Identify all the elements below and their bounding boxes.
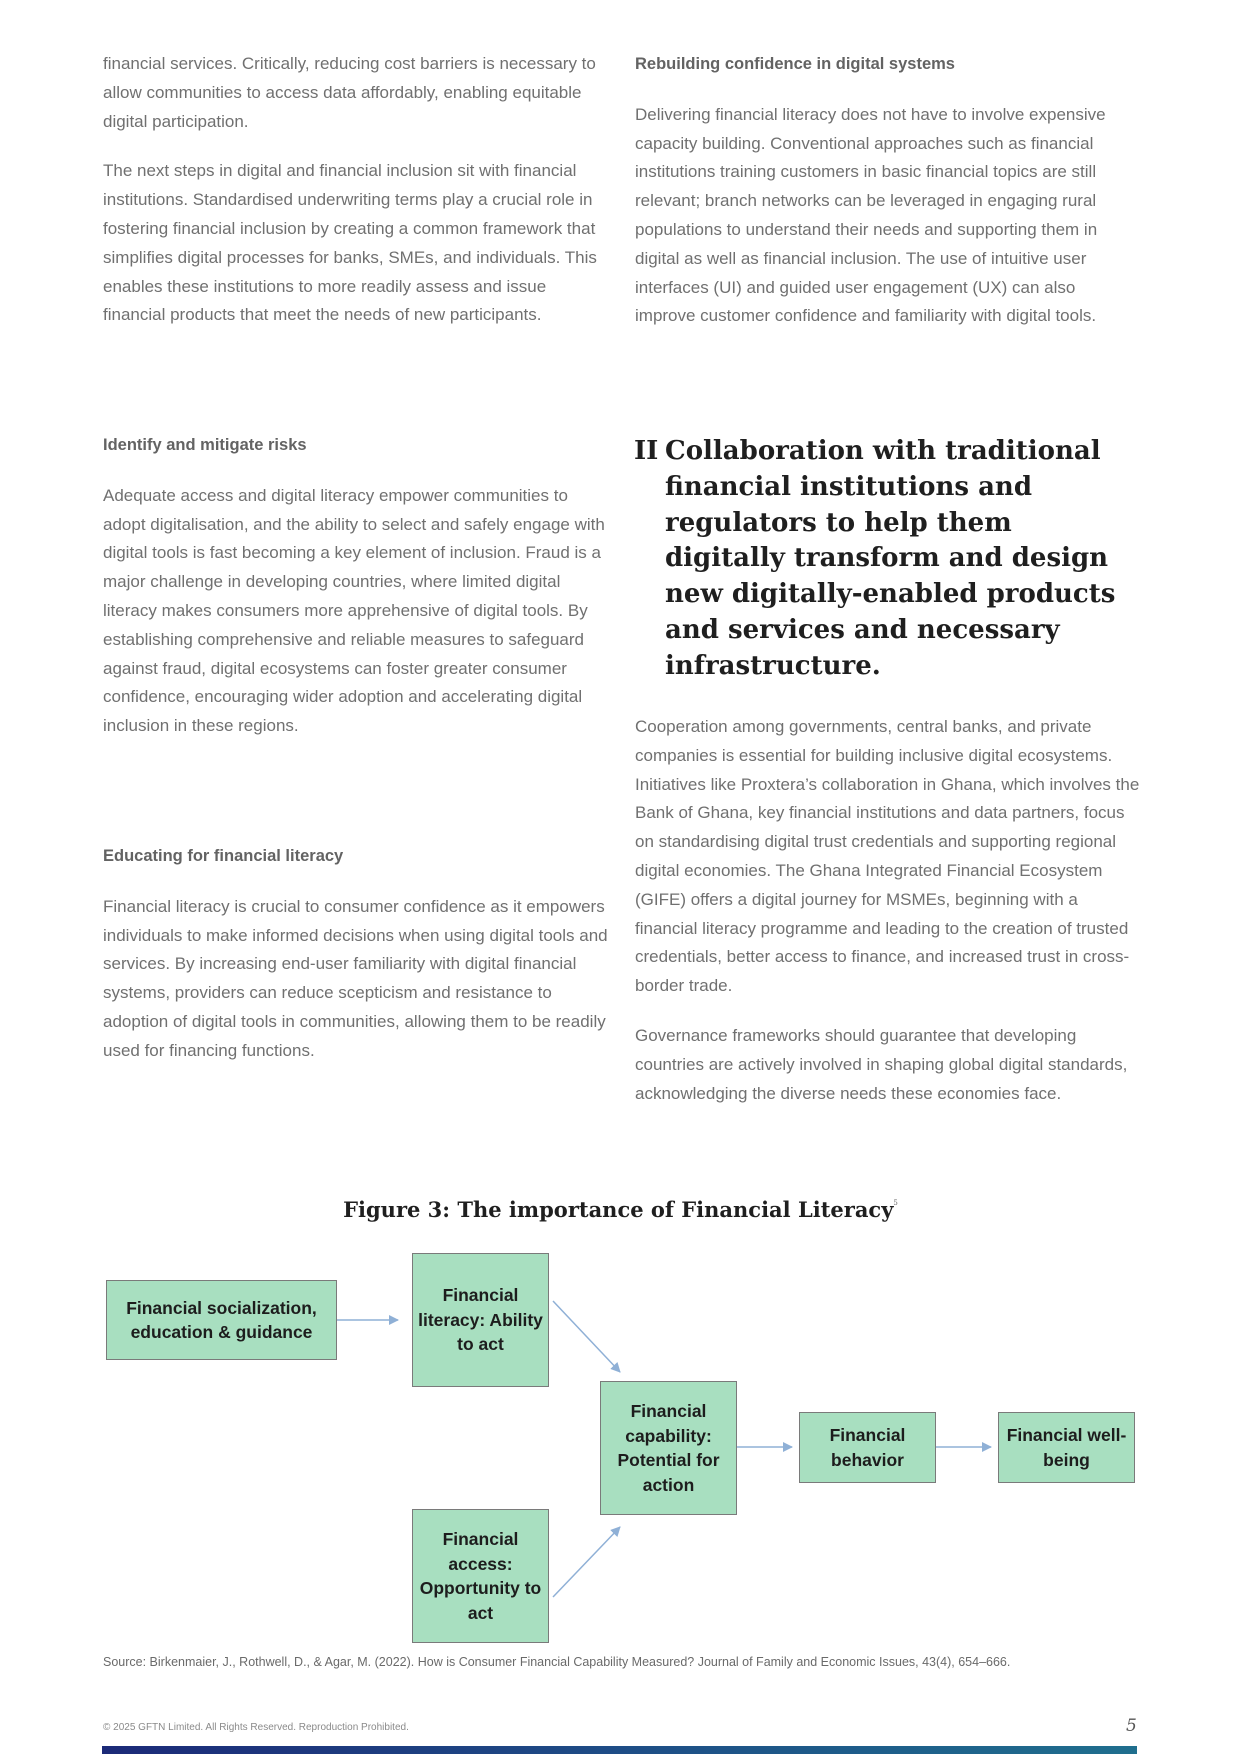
section-title: Collaboration with traditional financial institutions and regulators to help them digitally transform and design new digitally-enabled products and services and necessary infrastructure.: [665, 436, 1116, 681]
box-financial-capability: Financial capability: Potential for action: [600, 1381, 737, 1515]
confidence-heading: Rebuilding confidence in digital systems: [635, 55, 955, 73]
section-number: II: [634, 436, 659, 466]
figure-title-text: Figure 3: The importance of Financial Literacy: [343, 1197, 894, 1222]
figure-source: Source: Birkenmaier, J., Rothwell, D., & Agar, M. (2022). How is Consumer Financial Capability Measured? Journal of Family and Economic Issues, 43(4), 654–666.: [103, 1655, 1011, 1669]
box-financial-access: Financial access: Opportunity to act: [412, 1509, 549, 1643]
literacy-paragraph: Financial literacy is crucial to consumer confidence as it empowers individuals to make informed decisions when using digital tools and services. By increasing end-user familiarity with digital financial systems, providers can reduce scepticism and resistance to adoption of digital tools in communities, allowing them to be readily used for financing functions.: [103, 896, 608, 1060]
risks-paragraph: Adequate access and digital literacy empower communities to adopt digitalisation, and the ability to select and safely engage with digital tools is fast becoming a key element of inclusion. Fraud is a major challenge in developing countries, where limited digital literacy makes consumers more apprehensive of digital tools. By establishing comprehensive and reliable measures to safeguard against fraud, digital ecosystems can foster greater consumer confidence, encouraging wider adoption and accelerating digital inclusion in these regions.: [103, 485, 605, 736]
confidence-paragraph: Delivering financial literacy does not have to involve expensive capacity building. Conventional approaches such as financial institutions training customers in basic financial topics are still relevant; branch networks can be leveraged in engaging rural populations to understand their needs and supporting them in digital as well as financial inclusion. The use of intuitive user interfaces (UI) and guided user engagement (UX) can also improve customer confidence and familiarity with digital tools.: [635, 104, 1106, 326]
box-financial-literacy: Financial literacy: Ability to act: [412, 1253, 549, 1387]
risks-heading: Identify and mitigate risks: [103, 436, 307, 454]
next-steps-paragraph: The next steps in digital and financial inclusion sit with financial institutions. Standardised underwriting terms play a crucial role in fostering financial inclusion by creating a common framework that simplifies digital processes for banks, SMEs, and individuals. This enables these institutions to more readily assess and issue financial products that meet the needs of new participants.: [103, 161, 597, 325]
governance-paragraph: Governance frameworks should guarantee that developing countries are actively involved in shaping global digital standards, acknowledging the diverse needs these economies face.: [635, 1025, 1128, 1103]
intro-paragraph: financial services. Critically, reducing cost barriers is necessary to allow communities to access data affordably, enabling equitable digital participation.: [103, 54, 596, 131]
box-financial-behavior: Financial behavior: [799, 1412, 936, 1483]
copyright-notice: © 2025 GFTN Limited. All Rights Reserved. Reproduction Prohibited.: [103, 1722, 409, 1733]
box-financial-wellbeing: Financial well-being: [998, 1412, 1135, 1483]
literacy-heading: Educating for financial literacy: [103, 847, 344, 865]
cooperation-paragraph: Cooperation among governments, central banks, and private companies is essential for building inclusive digital ecosystems. Initiatives like Proxtera’s collaboration in Ghana, which involves the Bank of Ghana, key financial institutions and data partners, focus on standardising digital trust credentials and supporting regional digital economies. The Ghana Integrated Financial Ecosystem (GIFE) offers a digital journey for MSMEs, beginning with a financial literacy programme and leading to the creation of trusted credentials, better access to finance, and increased trust in cross-border trade.: [635, 717, 1140, 996]
footer-bar: [102, 1746, 1137, 1754]
page-number: 5: [1126, 1716, 1137, 1736]
arrow-access-to-capability: [553, 1527, 620, 1597]
footnote-marker: 5: [893, 1199, 898, 1207]
box-financial-socialization: Financial socialization, education & guidance: [106, 1280, 337, 1360]
arrow-literacy-to-capability: [553, 1301, 620, 1372]
